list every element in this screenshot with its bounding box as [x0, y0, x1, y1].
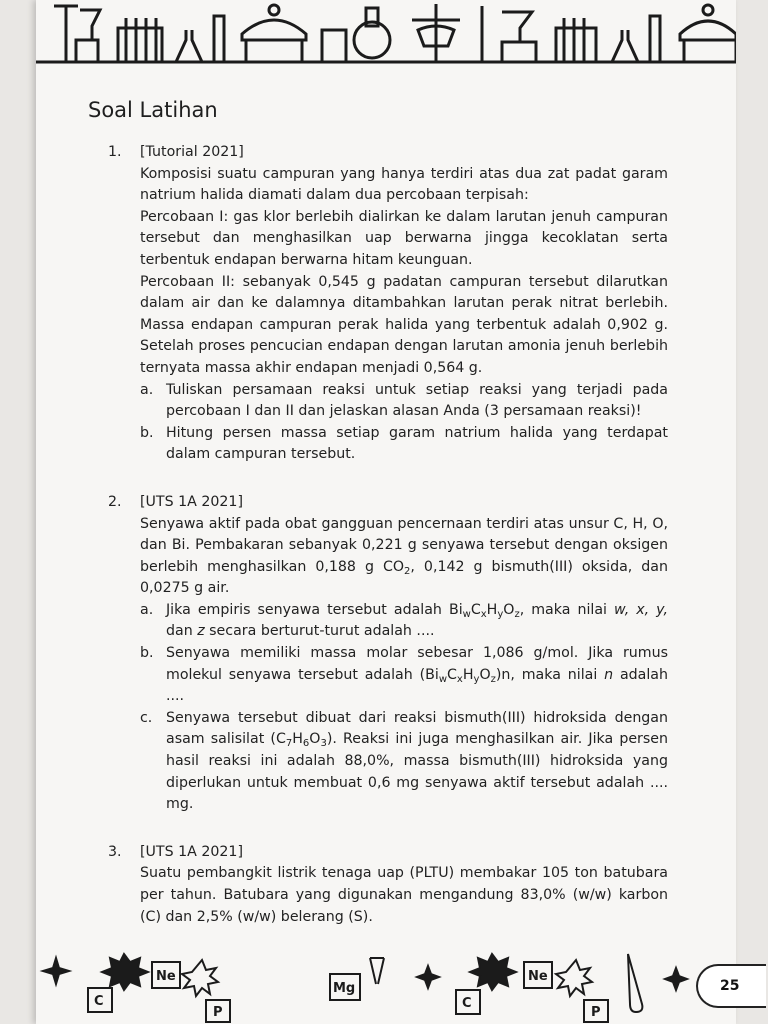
sub-question-letter: a. [140, 601, 154, 618]
sub-question-letter: a. [140, 381, 154, 398]
element-tile-ne [524, 962, 552, 988]
round-flask-icon [354, 8, 390, 58]
sub-question-text [166, 643, 668, 708]
text-run: secara berturut-turut adalah .... [204, 623, 435, 640]
sparkle-icon [43, 958, 69, 984]
subscript: w [462, 608, 471, 620]
sub-question-text: Tuliskan persamaan reaksi untuk setiap reaksi yang terjadi pada percobaan I dan II dan jelaskan alasan Anda (3 persamaan reaksi)! [166, 381, 668, 420]
header-lab-glassware-illustration [36, 0, 736, 70]
subscript: 7 [285, 738, 293, 750]
subscript: 6 [302, 738, 310, 750]
text-run: , maka nilai [519, 601, 614, 618]
sub-question-a [140, 380, 668, 423]
question-source: [Tutorial 2021] [140, 144, 244, 160]
test-tube-icon [628, 954, 642, 1012]
element-tile-p [584, 1000, 608, 1022]
question-body [140, 842, 668, 928]
sub-question-letter: c. [140, 709, 153, 726]
splat-icon [102, 954, 148, 990]
sparkle-icon [417, 966, 439, 988]
variable-text: z [197, 623, 205, 640]
question-paragraph: Percobaan I: gas klor berlebih dialirkan ke dalam larutan jenuh campuran tersebut dan menghasilkan uap berwarna jingga kecoklatan serta terbentuk endapan berwarna hitam keunguan. [140, 208, 668, 268]
question-1 [108, 142, 668, 466]
question-body [140, 492, 668, 816]
distillation-stand-icon [412, 4, 460, 62]
subscript: 3 [320, 738, 327, 750]
text-run: Senyawa tersebut dibuat dari reaksi bismuth(III) hidroksida dengan asam salisilat (C [166, 709, 668, 748]
element-tile-label: Mg [333, 981, 356, 996]
text-run: dan [166, 623, 198, 640]
sub-question-c [140, 708, 668, 816]
question-number: 2. [108, 493, 122, 510]
question-body [140, 142, 668, 466]
graduated-cylinder-icon [214, 16, 224, 62]
element-symbol: H [292, 731, 303, 748]
footer-chemistry-doodles [36, 944, 736, 1024]
question-paragraph: Percobaan II: sebanyak 0,545 g padatan campuran tersebut dilarutkan dalam air dan ke dalamnya ditambahkan larutan perak nitrat berlebih. Massa endapan campuran perak halida yang terbentuk adalah 0,902 g. Setelah proses pencucian endapan dengan larutan amonia jenuh berlebih ternyata massa akhir endapan menjadi 0,564 g. [140, 273, 668, 376]
section-title: Soal Latihan [88, 98, 218, 122]
question-number: 1. [108, 144, 122, 160]
text-run: adalah .... [166, 666, 668, 705]
element-tile-label: C [94, 994, 104, 1009]
desiccator-icon [680, 5, 736, 62]
erlenmeyer-flask-icon [612, 30, 638, 62]
sub-question-text [166, 600, 668, 643]
sub-question-a [140, 600, 668, 643]
question-number: 3. [108, 843, 122, 860]
question-paragraph [140, 514, 668, 600]
funnel-stand-icon [54, 6, 100, 62]
intro-text: Senyawa aktif pada obat gangguan pencernaan terdiri atas unsur C, H, O, dan Bi. Pembakaran sebanyak 0,221 g senyawa tersebut dengan oksigen berlebih menghasilkan 0,188 g CO [140, 515, 668, 575]
subscript: y [473, 673, 480, 685]
subscript: w [438, 673, 447, 685]
exercise-content [108, 142, 668, 948]
magnet-icon [370, 958, 384, 984]
element-symbol: O [309, 731, 321, 748]
element-tile-c [88, 988, 112, 1012]
element-symbol: C [447, 666, 457, 683]
subscript: x [480, 608, 487, 620]
element-symbol: O [503, 601, 515, 618]
element-tile-label: C [462, 996, 472, 1011]
element-tile-label: Ne [156, 969, 176, 984]
element-tile-label: P [591, 1005, 601, 1020]
burst-icon [182, 960, 218, 996]
sub-question-letter: b. [140, 424, 154, 441]
desiccator-icon [242, 5, 306, 62]
question-paragraph: Suatu pembangkit listrik tenaga uap (PLTU) membakar 105 ton batubara per tahun. Batubara yang digunakan mengandung 83,0% (w/w) karbon (C) dan 2,5% (w/w) belerang (S). [140, 865, 668, 925]
funnel-stand-icon [482, 6, 536, 62]
intro-text: , 0,142 g bismuth(III) oksida, dan 0,0275 g air. [140, 558, 668, 597]
test-tube-rack-icon [118, 18, 162, 62]
question-2 [108, 492, 668, 816]
question-source: [UTS 1A 2021] [140, 493, 243, 510]
erlenmeyer-flask-icon [176, 30, 202, 62]
text-run: )n, maka nilai [495, 666, 605, 683]
graduated-cylinder-icon [650, 16, 660, 62]
element-tile-ne [152, 962, 180, 988]
element-symbol: H [486, 601, 498, 618]
question-source: [UTS 1A 2021] [140, 843, 243, 860]
element-tile-label: P [213, 1005, 223, 1020]
question-3 [108, 842, 668, 928]
test-tube-rack-icon [556, 18, 596, 62]
subscript: 2 [404, 565, 411, 577]
sub-question-text: Hitung persen massa setiap garam natrium halida yang terdapat dalam campuran tersebut. [166, 424, 668, 463]
element-tile-p [206, 1000, 230, 1022]
sparkle-icon [665, 968, 687, 990]
subscript: z [490, 673, 496, 685]
element-symbol: O [479, 666, 491, 683]
splat-icon [470, 954, 516, 990]
sub-question-b [140, 423, 668, 466]
variable-text: w, x, y, [614, 601, 668, 618]
sub-question-b [140, 643, 668, 708]
text-run: ). Reaksi ini juga menghasilkan air. Jika persen hasil reaksi ini adalah 88,0%, massa bismuth(III) hidroksida yang diperlukan untuk membuat 0,6 mg senyawa aktif tersebut adalah .... mg. [166, 731, 669, 813]
subscript: z [514, 608, 520, 620]
sub-question-text [166, 708, 668, 816]
element-symbol: C [470, 601, 481, 618]
element-symbol: H [462, 666, 474, 683]
element-tile-mg [330, 974, 360, 1000]
element-tile-c [456, 990, 480, 1014]
element-tile-label: Ne [528, 969, 548, 984]
text-run: Jika empiris senyawa tersebut adalah Bi [166, 601, 463, 618]
page-number: 25 [696, 964, 766, 1008]
question-paragraph: Komposisi suatu campuran yang hanya terdiri atas dua zat padat garam natrium halida diamati dalam dua percobaan terpisah: [140, 165, 668, 204]
subscript: x [456, 673, 463, 685]
burst-icon [556, 960, 592, 996]
variable-text: n [604, 666, 614, 683]
subscript: y [497, 608, 504, 620]
text-run: Senyawa memiliki massa molar sebesar 1,086 g/mol. Jika rumus molekul senyawa tersebut adalah (Bi [166, 645, 668, 683]
sub-question-letter: b. [140, 645, 154, 662]
beaker-icon [322, 30, 346, 62]
